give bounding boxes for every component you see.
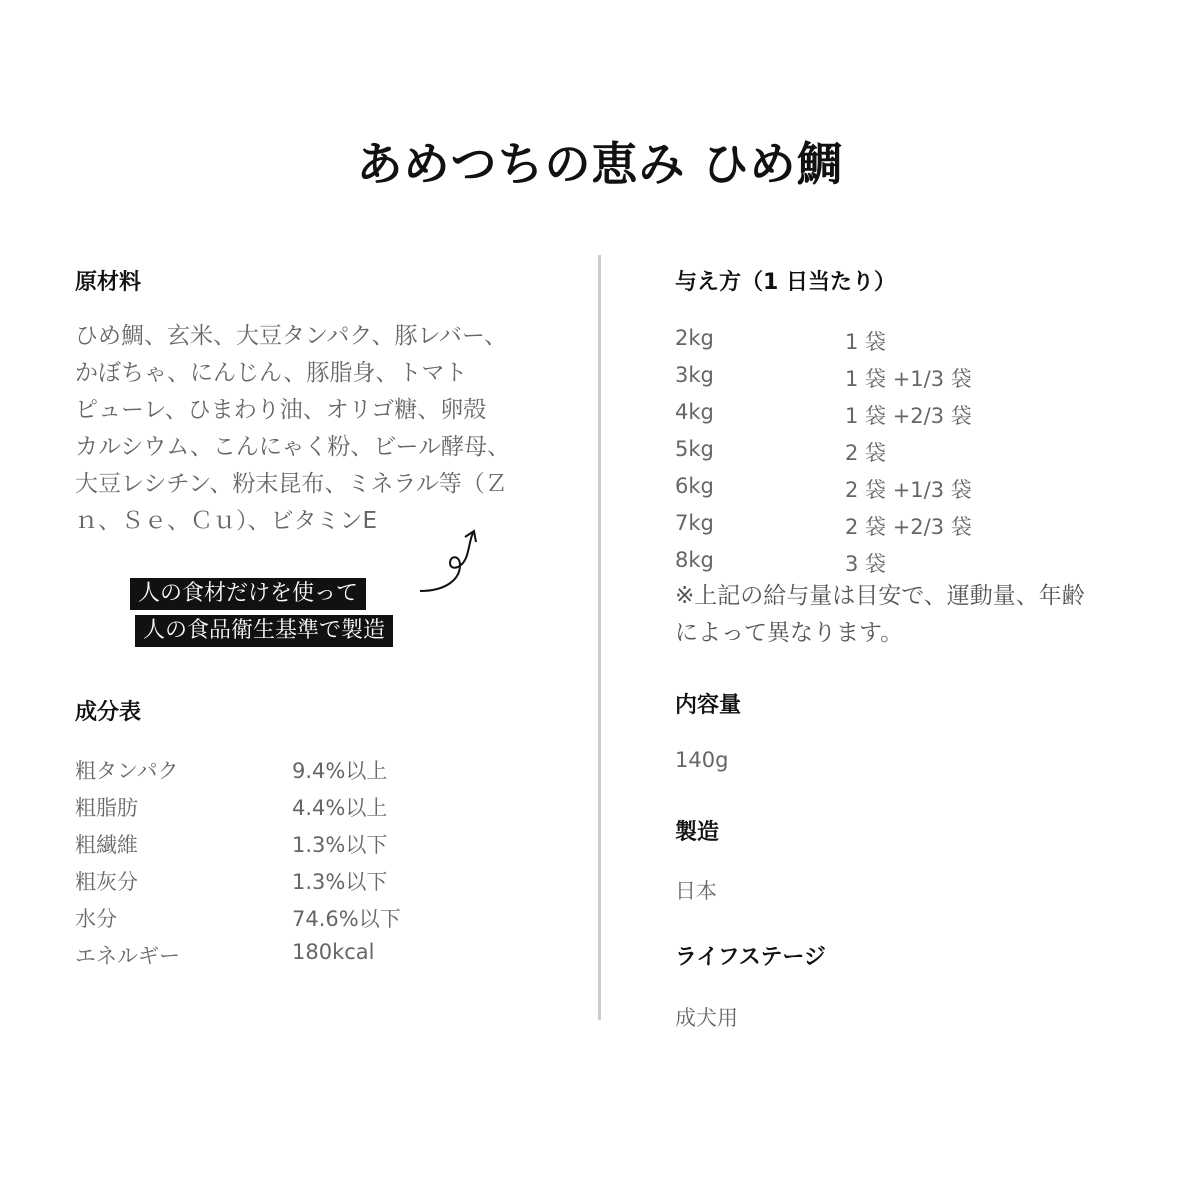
feeding-heading: 与え方（1 日当たり） — [675, 270, 896, 295]
analysis-value: 1.3%以下 — [292, 870, 388, 894]
column-divider — [598, 255, 601, 1020]
content-heading: 内容量 — [675, 693, 742, 718]
feeding-note-line: によって異なります。 — [675, 620, 904, 646]
analysis-label: 粗繊維 — [75, 833, 138, 857]
ingredients-line: 大豆レシチン、粉末昆布、ミネラル等（Ｚ — [75, 471, 508, 497]
callout-line-1: 人の食材だけを使って — [130, 578, 366, 610]
analysis-label: 粗脂肪 — [75, 796, 138, 820]
ingredients-text — [75, 318, 510, 540]
feeding-weight: 6kg — [675, 474, 714, 498]
ingredients-line: ｎ、Ｓｅ、Ｃｕ）、ビタミンE — [75, 508, 378, 534]
feeding-amount: 2 袋 +1/3 袋 — [845, 478, 972, 502]
lifestage-value: 成犬用 — [675, 1006, 738, 1030]
product-title: あめつちの恵み ひめ鯛 — [356, 137, 844, 191]
content-value: 140g — [675, 748, 729, 772]
ingredients-line: ひめ鯛、玄米、大豆タンパク、豚レバー、 — [75, 323, 507, 349]
feeding-amount: 2 袋 +2/3 袋 — [845, 515, 972, 539]
feeding-amount: 1 袋 +1/3 袋 — [845, 367, 972, 391]
analysis-value: 4.4%以上 — [292, 796, 388, 820]
analysis-value: 74.6%以下 — [292, 907, 401, 931]
feeding-weight: 3kg — [675, 363, 714, 387]
callout-line-2: 人の食品衛生基準で製造 — [135, 615, 393, 647]
analysis-value: 9.4%以上 — [292, 759, 388, 783]
lifestage-heading: ライフステージ — [675, 945, 826, 970]
analysis-value: 180kcal — [292, 940, 375, 964]
feeding-amount: 1 袋 +2/3 袋 — [845, 404, 972, 428]
feeding-note-line: ※上記の給与量は目安で、運動量、年齢 — [675, 583, 1085, 609]
made-value: 日本 — [675, 879, 717, 903]
ingredients-line: かぼちゃ、にんじん、豚脂身、トマト — [75, 360, 468, 386]
feeding-amount: 1 袋 — [845, 330, 887, 354]
feeding-weight: 4kg — [675, 400, 714, 424]
ingredients-line: ピューレ、ひまわり油、オリゴ糖、卵殻 — [75, 397, 487, 423]
analysis-label: 水分 — [75, 907, 117, 931]
analysis-label: 粗タンパク — [75, 759, 179, 783]
ingredients-heading: 原材料 — [75, 270, 142, 295]
made-heading: 製造 — [675, 820, 720, 845]
feeding-weight: 5kg — [675, 437, 714, 461]
analysis-label: エネルギー — [75, 944, 180, 968]
feeding-weight: 7kg — [675, 511, 714, 535]
analysis-label: 粗灰分 — [75, 870, 138, 894]
feeding-weight: 2kg — [675, 326, 714, 350]
curly-arrow-icon — [415, 525, 485, 597]
feeding-amount: 3 袋 — [845, 552, 887, 576]
analysis-heading: 成分表 — [75, 700, 142, 725]
feeding-note — [675, 578, 1085, 652]
feeding-amount: 2 袋 — [845, 441, 887, 465]
analysis-value: 1.3%以下 — [292, 833, 388, 857]
ingredients-line: カルシウム、こんにゃく粉、ビール酵母、 — [75, 434, 511, 460]
feeding-weight: 8kg — [675, 548, 714, 572]
